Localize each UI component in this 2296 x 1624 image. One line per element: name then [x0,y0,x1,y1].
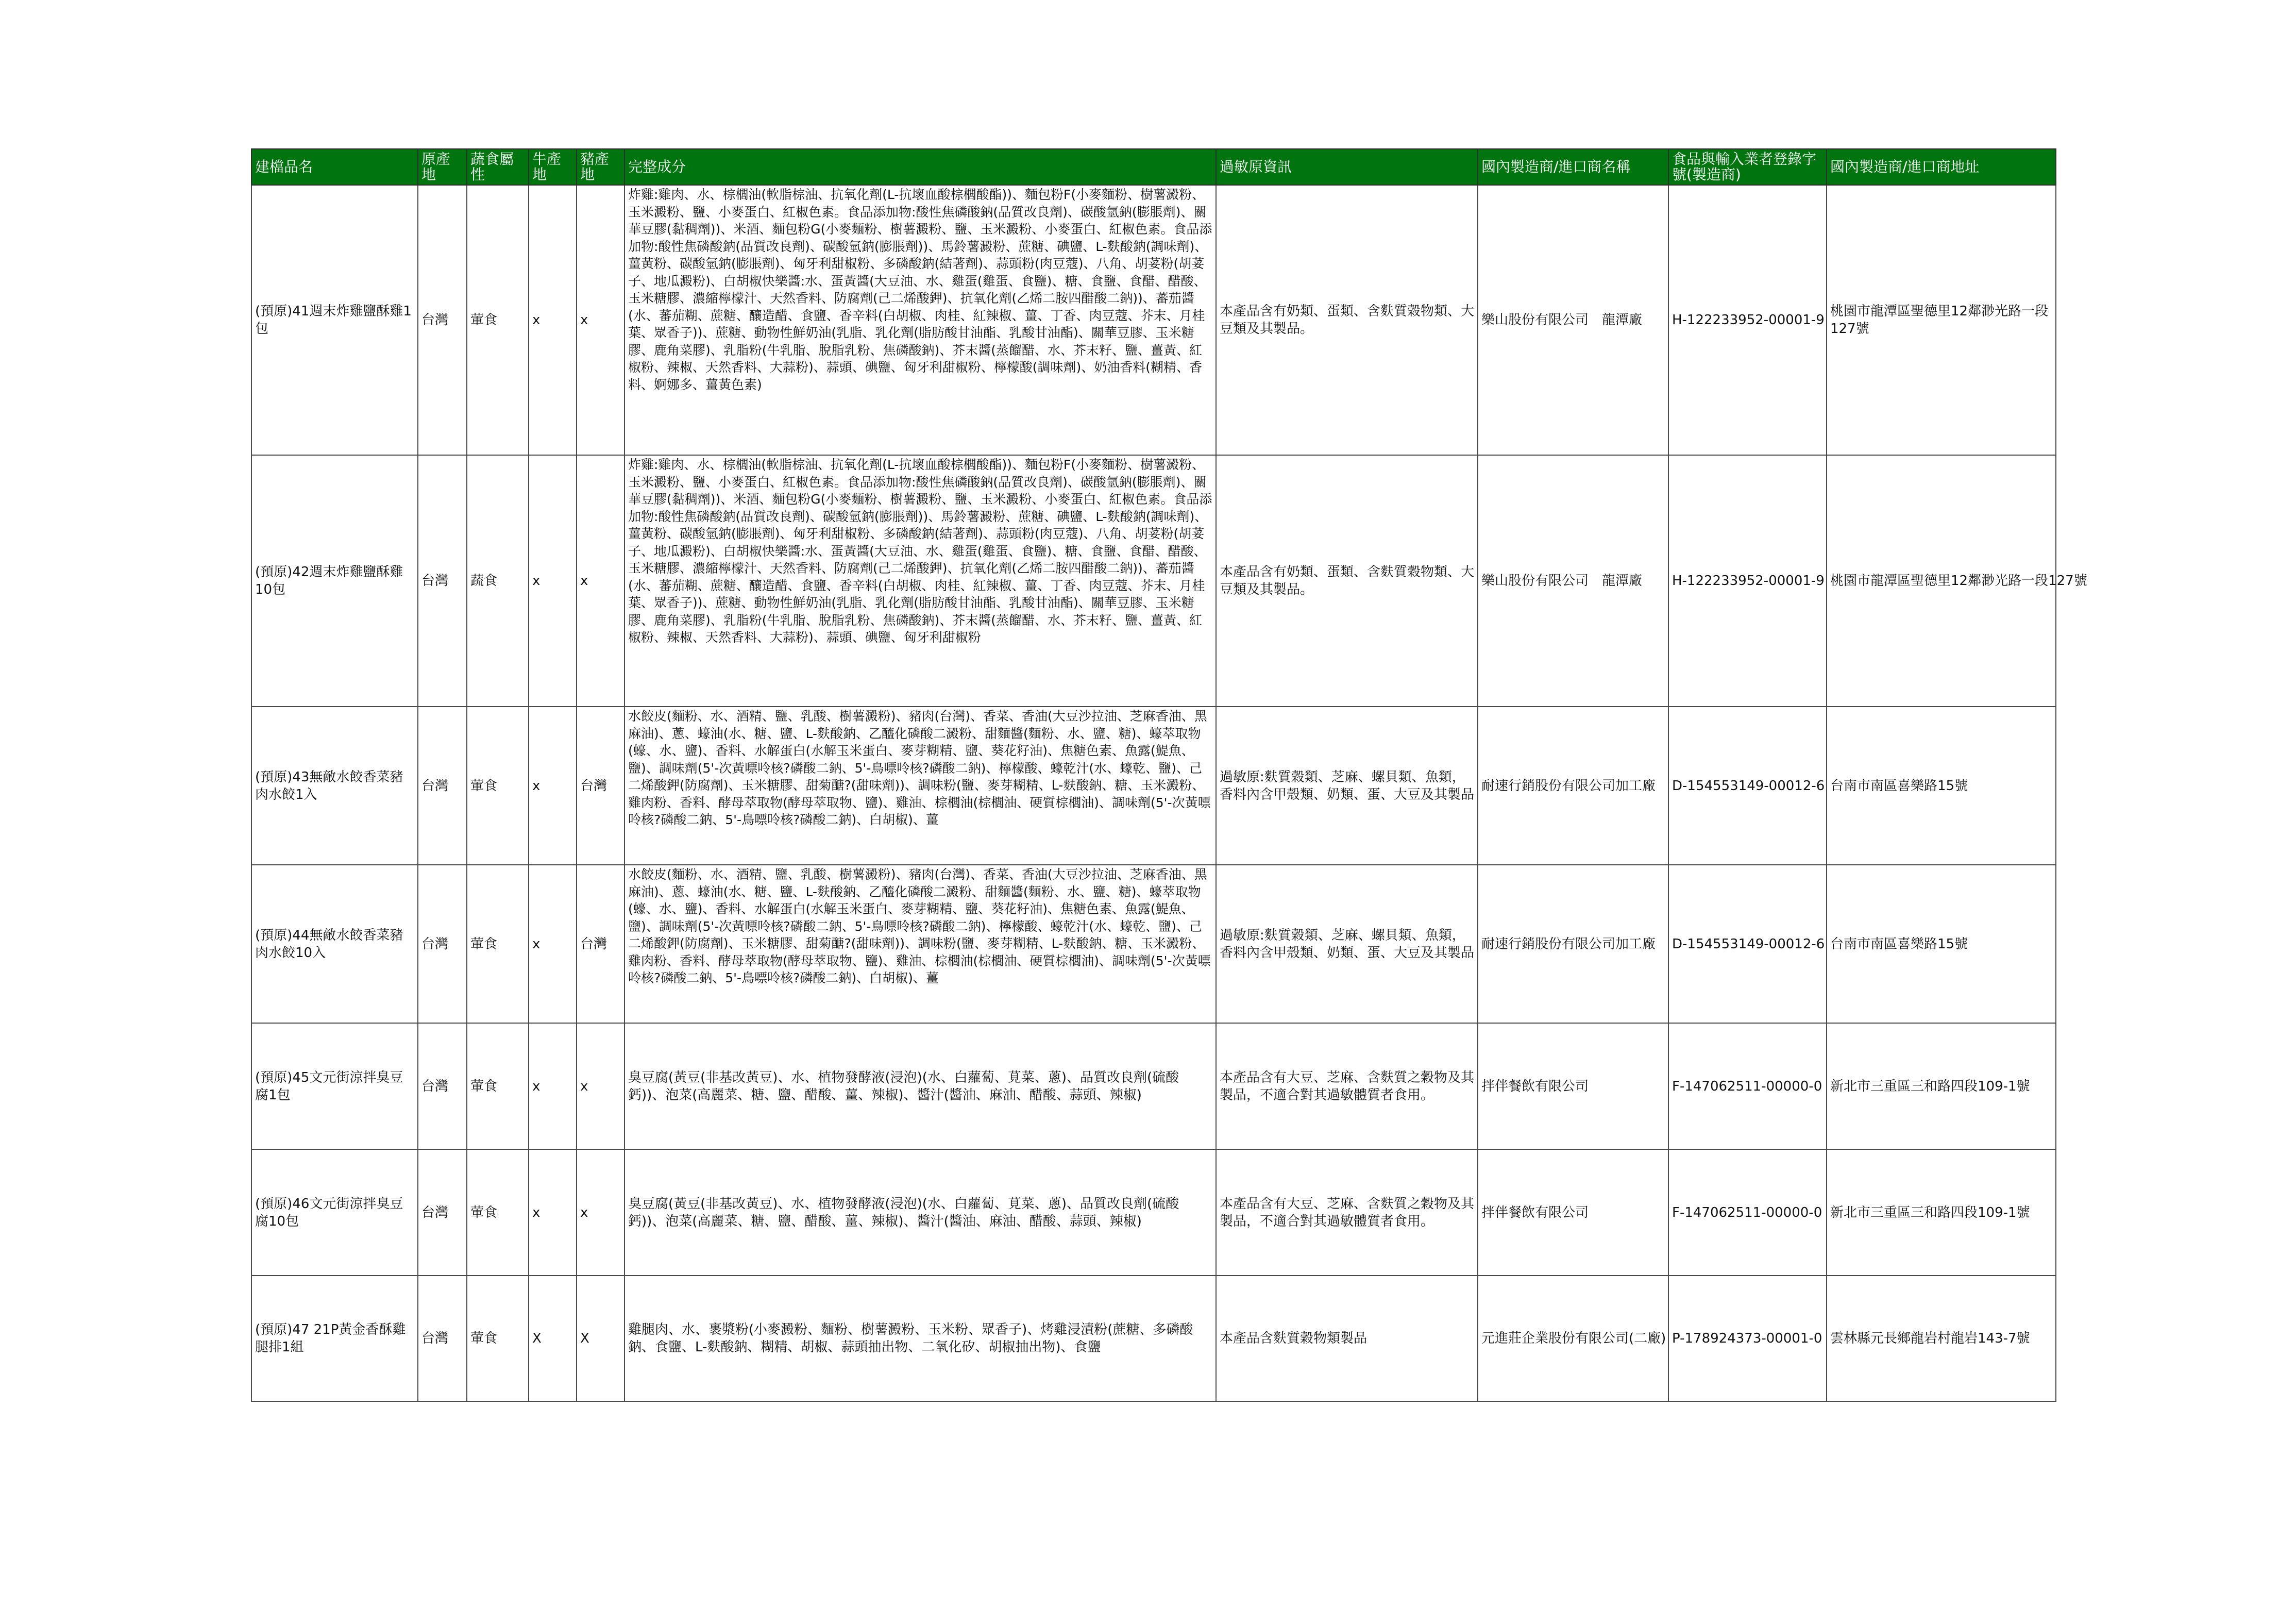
cell-beef[interactable]: x [529,865,577,1023]
header-pork[interactable]: 豬產地 [577,149,624,185]
cell-reg[interactable]: H-122233952-00001-9 [1668,185,1827,455]
header-reg[interactable]: 食品與輸入業者登錄字號(製造商) [1668,149,1827,185]
cell-name[interactable]: (預原)44無敵水餃香菜豬肉水餃10入 [251,865,418,1023]
cell-maker[interactable]: 元進莊企業股份有限公司(二廠) [1478,1276,1668,1401]
cell-origin[interactable]: 台灣 [418,1276,467,1401]
cell-addr[interactable]: 台南市南區喜樂路15號 [1827,707,2056,865]
cell-origin[interactable]: 台灣 [418,707,467,865]
product-table [251,148,2087,1402]
table-row [251,1023,2056,1149]
cell-origin[interactable]: 台灣 [418,185,467,455]
cell-allergen[interactable]: 本產品含有大豆、芝麻、含麩質之穀物及其製品，不適合對其過敏體質者食用。 [1216,1023,1478,1149]
table-row [251,707,2056,865]
cell-name[interactable]: (預原)41週末炸雞鹽酥雞1包 [251,185,418,455]
cell-name[interactable]: (預原)43無敵水餃香菜豬肉水餃1入 [251,707,418,865]
cell-addr[interactable]: 雲林縣元長鄉龍岩村龍岩143-7號 [1827,1276,2056,1401]
cell-reg[interactable]: P-178924373-00001-0 [1668,1276,1827,1401]
cell-ingredients[interactable] [624,707,1216,865]
cell-veg[interactable]: 葷食 [467,185,529,455]
header-name[interactable]: 建檔品名 [251,149,418,185]
cell-ingredients[interactable]: 雞腿肉、水、裹漿粉(小麥澱粉、麵粉、樹薯澱粉、玉米粉、眾香子)、烤雞浸漬粉(蔗糖、多磷酸鈉、食鹽、L-麩酸鈉、糊精、胡椒、蒜頭抽出物、二氧化矽、胡椒抽出物)、食鹽 [624,1276,1216,1401]
cell-name[interactable]: (預原)45文元街涼拌臭豆腐1包 [251,1023,418,1149]
cell-allergen[interactable]: 本產品含有奶類、蛋類、含麩質穀物類、大豆類及其製品。 [1216,455,1478,707]
cell-addr[interactable]: 桃園市龍潭區聖德里12鄰渺光路一段127號 [1827,185,2056,455]
header-ingredients[interactable]: 完整成分 [624,149,1216,185]
cell-veg[interactable]: 葷食 [467,1276,529,1401]
cell-pork[interactable]: x [577,1023,624,1149]
cell-pork[interactable]: x [577,185,624,455]
cell-beef[interactable]: x [529,1149,577,1276]
cell-pork[interactable]: X [577,1276,624,1401]
cell-addr[interactable]: 新北市三重區三和路四段109-1號 [1827,1149,2056,1276]
cell-beef[interactable]: x [529,707,577,865]
cell-allergen[interactable]: 過敏原:麩質穀類、芝麻、螺貝類、魚類，香料內含甲殼類、奶類、蛋、大豆及其製品 [1216,865,1478,1023]
cell-allergen[interactable]: 本產品含麩質穀物類製品 [1216,1276,1478,1401]
cell-maker[interactable]: 拌伴餐飲有限公司 [1478,1149,1668,1276]
cell-pork[interactable]: x [577,455,624,707]
cell-name[interactable]: (預原)46文元街涼拌臭豆腐10包 [251,1149,418,1276]
header-beef[interactable]: 牛產地 [529,149,577,185]
table-row [251,455,2056,707]
cell-veg[interactable]: 葷食 [467,707,529,865]
ingredients-text: 炸雞:雞肉、水、棕櫚油(軟脂棕油、抗氧化劑(L-抗壞血酸棕櫚酸酯))、麵包粉F(小麥麵粉、樹薯澱粉、玉米澱粉、鹽、小麥蛋白、紅椒色素。食品添加物:酸性焦磷酸鈉(品質改良劑)、碳酸氫鈉(膨脹劑)、關華豆膠(黏稠劑))、米酒、麵包粉G(小麥麵粉、樹薯澱粉、鹽、玉米澱粉、小麥蛋白、紅椒色素。食品添加物:酸性焦磷酸鈉(品質改良劑)、碳酸氫鈉(膨脹劑))、馬鈴薯澱粉、蔗糖、碘鹽、L-麩酸鈉(調味劑)、薑黃粉、碳酸氫鈉(膨脹劑)、匈牙利甜椒粉、多磷酸鈉(結著劑)、蒜頭粉(肉豆蔻)、八角、胡荽粉(胡荽子、地瓜澱粉)、白胡椒快樂醬:水、蛋黃醬(大豆油、水、雞蛋(雞蛋、食鹽)、糖、食鹽、食醋、醋酸、玉米糖膠、濃縮檸檬汁、天然香料、防腐劑(己二烯酸鉀)、抗氧化劑(乙烯二胺四醋酸二鈉))、蕃茄醬(水、蕃茄糊、蔗糖、釀造醋、食鹽、香辛料(白胡椒、肉桂、紅辣椒、薑、丁香、肉豆蔻、芥末、月桂葉、眾香子))、蔗糖、動物性鮮奶油(乳脂、乳化劑(脂肪酸甘油酯、乳酸甘油酯)、關華豆膠、玉米糖膠、鹿角菜膠)、乳脂粉(牛乳脂、脫脂乳粉、焦磷酸鈉)、芥末醬(蒸餾醋、水、芥末籽、鹽、薑黃、紅椒粉、辣椒、天然香料、大蒜粉)、蒜頭、碘鹽、匈牙利甜椒粉 [628,457,1212,645]
cell-veg[interactable]: 葷食 [467,865,529,1023]
header-veg[interactable]: 蔬食屬性 [467,149,529,185]
cell-reg[interactable]: F-147062511-00000-0 [1668,1023,1827,1149]
cell-beef[interactable]: X [529,1276,577,1401]
header-addr[interactable]: 國內製造商/進口商地址 [1827,149,2056,185]
cell-maker[interactable]: 耐速行銷股份有限公司加工廠 [1478,865,1668,1023]
cell-veg[interactable]: 葷食 [467,1023,529,1149]
cell-maker[interactable]: 樂山股份有限公司 龍潭廠 [1478,455,1668,707]
cell-reg[interactable]: F-147062511-00000-0 [1668,1149,1827,1276]
cell-ingredients[interactable]: 臭豆腐(黃豆(非基改黃豆)、水、植物發酵液(浸泡)(水、白蘿蔔、莧菜、蔥)、品質改良劑(硫酸鈣))、泡菜(高麗菜、糖、鹽、醋酸、薑、辣椒)、醬汁(醬油、麻油、醋酸、蒜頭、辣椒) [624,1023,1216,1149]
cell-addr[interactable]: 新北市三重區三和路四段109-1號 [1827,1023,2056,1149]
header-maker[interactable]: 國內製造商/進口商名稱 [1478,149,1668,185]
table-row [251,865,2056,1023]
header-row [251,149,2056,185]
cell-reg[interactable]: D-154553149-00012-6 [1668,865,1827,1023]
cell-origin[interactable]: 台灣 [418,1149,467,1276]
cell-origin[interactable]: 台灣 [418,455,467,707]
cell-ingredients[interactable] [624,865,1216,1023]
table-row [251,1149,2056,1276]
cell-allergen[interactable]: 本產品含有奶類、蛋類、含麩質穀物類、大豆類及其製品。 [1216,185,1478,455]
cell-maker[interactable]: 樂山股份有限公司 龍潭廠 [1478,185,1668,455]
header-origin[interactable]: 原產地 [418,149,467,185]
table-row [251,1276,2056,1401]
cell-beef[interactable]: x [529,185,577,455]
cell-pork[interactable]: 台灣 [577,707,624,865]
cell-addr[interactable]: 台南市南區喜樂路15號 [1827,865,2056,1023]
cell-addr[interactable]: 桃園市龍潭區聖德里12鄰渺光路一段127號 [1827,455,2056,707]
cell-allergen[interactable]: 過敏原:麩質穀類、芝麻、螺貝類、魚類，香料內含甲殼類、奶類、蛋、大豆及其製品 [1216,707,1478,865]
cell-pork[interactable]: x [577,1149,624,1276]
table-row [251,185,2056,455]
ingredients-text: 炸雞:雞肉、水、棕櫚油(軟脂棕油、抗氧化劑(L-抗壞血酸棕櫚酸酯))、麵包粉F(小麥麵粉、樹薯澱粉、玉米澱粉、鹽、小麥蛋白、紅椒色素。食品添加物:酸性焦磷酸鈉(品質改良劑)、碳酸氫鈉(膨脹劑)、關華豆膠(黏稠劑))、米酒、麵包粉G(小麥麵粉、樹薯澱粉、鹽、玉米澱粉、小麥蛋白、紅椒色素。食品添加物:酸性焦磷酸鈉(品質改良劑)、碳酸氫鈉(膨脹劑))、馬鈴薯澱粉、蔗糖、碘鹽、L-麩酸鈉(調味劑)、薑黃粉、碳酸氫鈉(膨脹劑)、匈牙利甜椒粉、多磷酸鈉(結著劑)、蒜頭粉(肉豆蔻)、八角、胡荽粉(胡荽子、地瓜澱粉)、白胡椒快樂醬:水、蛋黃醬(大豆油、水、雞蛋(雞蛋、食鹽)、糖、食鹽、食醋、醋酸、玉米糖膠、濃縮檸檬汁、天然香料、防腐劑(己二烯酸鉀)、抗氧化劑(乙烯二胺四醋酸二鈉))、蕃茄醬(水、蕃茄糊、蔗糖、釀造醋、食鹽、香辛料(白胡椒、肉桂、紅辣椒、薑、丁香、肉豆蔻、芥末、月桂葉、眾香子))、蔗糖、動物性鮮奶油(乳脂、乳化劑(脂肪酸甘油酯、乳酸甘油酯)、關華豆膠、玉米糖膠、鹿角菜膠)、乳脂粉(牛乳脂、脫脂乳粉、焦磷酸鈉)、芥末醬(蒸餾醋、水、芥末籽、鹽、薑黃、紅椒粉、辣椒、天然香料、大蒜粉)、蒜頭、碘鹽、匈牙利甜椒粉、檸檬酸(調味劑)、奶油香料(糊精、香料、婀娜多、薑黃色素) [628,187,1212,392]
cell-ingredients[interactable]: 臭豆腐(黃豆(非基改黃豆)、水、植物發酵液(浸泡)(水、白蘿蔔、莧菜、蔥)、品質改良劑(硫酸鈣))、泡菜(高麗菜、糖、鹽、醋酸、薑、辣椒)、醬汁(醬油、麻油、醋酸、蒜頭、辣椒) [624,1149,1216,1276]
cell-beef[interactable]: x [529,455,577,707]
cell-name[interactable]: (預原)42週末炸雞鹽酥雞10包 [251,455,418,707]
cell-ingredients[interactable] [624,455,1216,707]
cell-name[interactable]: (預原)47 21P黃金香酥雞腿排1組 [251,1276,418,1401]
cell-origin[interactable]: 台灣 [418,865,467,1023]
cell-reg[interactable]: H-122233952-00001-9 [1668,455,1827,707]
header-allergen[interactable]: 過敏原資訊 [1216,149,1478,185]
cell-ingredients[interactable] [624,185,1216,455]
cell-reg[interactable]: D-154553149-00012-6 [1668,707,1827,865]
cell-beef[interactable]: x [529,1023,577,1149]
cell-pork[interactable]: 台灣 [577,865,624,1023]
cell-allergen[interactable]: 本產品含有大豆、芝麻、含麩質之穀物及其製品，不適合對其過敏體質者食用。 [1216,1149,1478,1276]
cell-veg[interactable]: 蔬食 [467,455,529,707]
cell-veg[interactable]: 葷食 [467,1149,529,1276]
ingredients-text: 水餃皮(麵粉、水、酒精、鹽、乳酸、樹薯澱粉)、豬肉(台灣)、香菜、香油(大豆沙拉油、芝麻香油、黑麻油)、蔥、蠔油(水、糖、鹽、L-麩酸鈉、乙醯化磷酸二澱粉、甜麵醬(麵粉、水、鹽、糖)、蠔萃取物(蠔、水、鹽)、香料、水解蛋白(水解玉米蛋白、麥芽糊精、鹽、葵花籽油)、焦糖色素、魚露(鯷魚、鹽)、調味劑(5'-次黃嘌呤核?磷酸二鈉、5'-鳥嘌呤核?磷酸二鈉)、檸檬酸、蠔乾汁(水、蠔乾、鹽)、己二烯酸鉀(防腐劑)、玉米糖膠、甜菊醣?(甜味劑))、調味粉(鹽、麥芽糊精、L-麩酸鈉、糖、玉米澱粉、雞肉粉、香料、酵母萃取物(酵母萃取物、鹽)、雞油、棕櫚油(棕櫚油、硬質棕櫚油)、調味劑(5'-次黃嘌呤核?磷酸二鈉、5'-鳥嘌呤核?磷酸二鈉)、白胡椒)、薑 [628,709,1211,827]
cell-maker[interactable]: 拌伴餐飲有限公司 [1478,1023,1668,1149]
cell-maker[interactable]: 耐速行銷股份有限公司加工廠 [1478,707,1668,865]
ingredients-text: 水餃皮(麵粉、水、酒精、鹽、乳酸、樹薯澱粉)、豬肉(台灣)、香菜、香油(大豆沙拉油、芝麻香油、黑麻油)、蔥、蠔油(水、糖、鹽、L-麩酸鈉、乙醯化磷酸二澱粉、甜麵醬(麵粉、水、鹽、糖)、蠔萃取物(蠔、水、鹽)、香料、水解蛋白(水解玉米蛋白、麥芽糊精、鹽、葵花籽油)、焦糖色素、魚露(鯷魚、鹽)、調味劑(5'-次黃嘌呤核?磷酸二鈉、5'-鳥嘌呤核?磷酸二鈉)、檸檬酸、蠔乾汁(水、蠔乾、鹽)、己二烯酸鉀(防腐劑)、玉米糖膠、甜菊醣?(甜味劑))、調味粉(鹽、麥芽糊精、L-麩酸鈉、糖、玉米澱粉、雞肉粉、香料、酵母萃取物(酵母萃取物、鹽)、雞油、棕櫚油(棕櫚油、硬質棕櫚油)、調味劑(5'-次黃嘌呤核?磷酸二鈉、5'-鳥嘌呤核?磷酸二鈉)、白胡椒)、薑 [628,867,1211,985]
cell-origin[interactable]: 台灣 [418,1023,467,1149]
